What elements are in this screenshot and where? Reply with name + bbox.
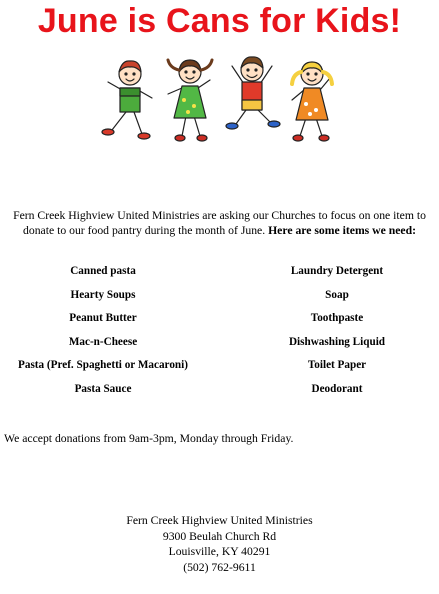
- flyer-title: June is Cans for Kids!: [37, 2, 402, 40]
- list-item: Pasta (Pref. Spaghetti or Macaroni): [18, 359, 188, 371]
- list-item: Mac-n-Cheese: [68, 335, 138, 348]
- city-state-zip: Louisville, KY 40291: [168, 545, 271, 558]
- list-item: Peanut Butter: [69, 312, 137, 324]
- intro-text: Fern Creek Highview United Ministries are asking our Churches to focus on one item to donate to our food pantry during the month of June.: [13, 209, 426, 237]
- address-block: [0, 513, 439, 575]
- list-item: Pasta Sauce: [74, 382, 132, 395]
- kid-figure-3: [226, 57, 280, 129]
- happy-kids-illustration: [96, 52, 340, 144]
- list-item: Hearty Soups: [70, 288, 136, 301]
- kid-figure-4: [292, 62, 332, 141]
- list-item: Laundry Detergent: [290, 265, 384, 277]
- kid-figure-2: [168, 60, 212, 141]
- organization-name: Fern Creek Highview United Ministries: [126, 514, 313, 527]
- list-item: Toilet Paper: [307, 359, 367, 371]
- intro-bold-text: Here are some items we need:: [268, 224, 416, 237]
- list-item: Canned pasta: [70, 265, 136, 277]
- list-item: Toothpaste: [310, 312, 364, 324]
- intro-paragraph: [4, 208, 435, 238]
- kid-figure-1: [102, 61, 152, 139]
- list-item: Dishwashing Liquid: [288, 335, 386, 348]
- phone-number: (502) 762-9611: [183, 560, 256, 574]
- donation-hours-note: We accept donations from 9am-3pm, Monday through Friday.: [4, 432, 294, 445]
- needed-items-right-column: [237, 264, 437, 405]
- needed-items-left-column: [3, 264, 203, 405]
- street-address: 9300 Beulah Church Rd: [162, 529, 277, 543]
- list-item: Deodorant: [311, 382, 363, 395]
- list-item: Soap: [325, 288, 349, 301]
